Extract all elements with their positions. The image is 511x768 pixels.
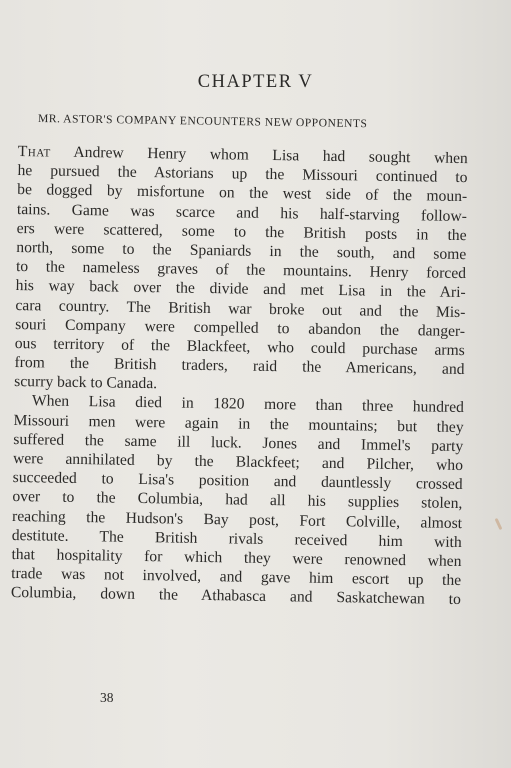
paragraph-lead-word: That (17, 142, 51, 161)
chapter-subtitle: MR. ASTOR'S COMPANY ENCOUNTERS NEW OPPONENTS (37, 112, 368, 131)
text-line: destitute. The British rivals received him with (11, 526, 462, 551)
body-text (11, 142, 468, 610)
text-line: he pursued the Astorians up the Missouri continued to (17, 162, 468, 187)
text-line: Missouri men were again in the mountains; but they (13, 411, 464, 436)
text-line: over to the Columbia, had all his supplies stolen, (12, 488, 463, 513)
text-line: his way back over the divide and met Lisa in the Ari- (15, 277, 466, 302)
text-line: reaching the Hudson's Bay post, Fort Colville, almost (11, 507, 463, 532)
text-line-content: Andrew Henry whom Lisa had sought when (50, 143, 468, 168)
text-line: ers were scattered, some to the British posts in the (16, 219, 467, 244)
text-line: scurry back to Canada. (14, 373, 158, 393)
text-line: were annihilated by the Blackfeet; and Pilcher, who (12, 449, 464, 475)
paper-blemish (495, 518, 503, 530)
text-line: north, some to the Spaniards in the south, and some (16, 238, 467, 263)
text-line: cara country. The British war broke out and the Mis- (15, 296, 466, 321)
chapter-heading: CHAPTER V (197, 72, 314, 92)
text-line: suffered the same ill luck. Jones and Immel's party (13, 430, 464, 455)
text-line: succeeded to Lisa's position and dauntlessly crossed (12, 469, 463, 494)
text-line: tains. Game was scarce and his half-starving follow- (16, 200, 468, 225)
text-line: Columbia, down the Athabasca and Saskatchewan to (10, 584, 461, 609)
text-line: to the nameless graves of the mountains. Henry forced (15, 258, 467, 283)
text-line: trade was not involved, and gave him escort up the (11, 565, 462, 590)
page-number: 38 (100, 690, 114, 705)
text-line: When Lisa died in 1820 more than three hundred (31, 392, 465, 417)
text-line: from the British traders, raid the Americans, and (14, 354, 465, 379)
text-line: that hospitality for which they were renowned when (11, 545, 462, 570)
text-line: souri Company were compelled to abandon the danger- (15, 315, 466, 340)
text-line: ous territory of the Blackfeet, who could purchase arms (14, 334, 465, 359)
text-line: be dogged by misfortune on the west side of the moun- (17, 181, 468, 206)
